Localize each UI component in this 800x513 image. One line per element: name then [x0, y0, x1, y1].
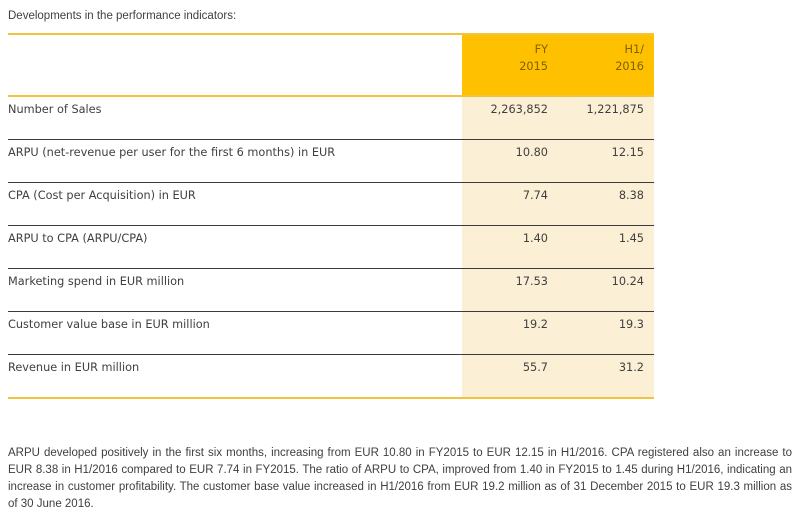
header-h1-2016: [554, 34, 654, 96]
table-row: [8, 312, 654, 355]
row-value-h1-2016: 8.38: [554, 183, 654, 226]
page-title: Developments in the performance indicators:: [8, 10, 237, 22]
table-row: [8, 96, 654, 140]
table-row: [8, 226, 654, 269]
analysis-paragraph: ARPU developed positively in the first six months, increasing from EUR 10.80 in FY2015 to EUR 12.15 in H1/2016. CPA registered also an increase to EUR 8.38 in H1/2016 compared to EUR 7.74 in FY2015. The ratio of ARPU to CPA, improved from 1.40 in FY2015 to 1.45 during H1/2016, indicating an increase in customer profitability. The customer base value increased in H1/2016 from EUR 19.2 million as of 31 December 2015 to EUR 19.3 million as of 30 June 2016.: [8, 447, 792, 510]
table-row: [8, 140, 654, 183]
row-value-h1-2016: 10.24: [554, 269, 654, 312]
header-h1-2016-line2: 2016: [615, 60, 644, 73]
row-value-h1-2016: 19.3: [554, 312, 654, 355]
row-value-h1-2016: 12.15: [554, 140, 654, 183]
header-fy-2015: [462, 34, 554, 96]
row-label: ARPU to CPA (ARPU/CPA): [8, 226, 462, 269]
row-value-fy-2015: 19.2: [462, 312, 554, 355]
table-row: [8, 355, 654, 399]
row-label: Revenue in EUR million: [8, 355, 462, 399]
header-label-cell: [8, 34, 462, 96]
row-label: CPA (Cost per Acquisition) in EUR: [8, 183, 462, 226]
kpi-table: [8, 33, 654, 399]
row-value-fy-2015: 10.80: [462, 140, 554, 183]
header-fy-2015-line1: FY: [534, 43, 548, 56]
row-value-h1-2016: 31.2: [554, 355, 654, 399]
row-value-fy-2015: 1.40: [462, 226, 554, 269]
row-value-h1-2016: 1,221,875: [554, 96, 654, 140]
row-value-h1-2016: 1.45: [554, 226, 654, 269]
row-value-fy-2015: 2,263,852: [462, 96, 554, 140]
table-row: [8, 269, 654, 312]
header-row: [8, 34, 654, 96]
row-label: Customer value base in EUR million: [8, 312, 462, 355]
row-value-fy-2015: 55.7: [462, 355, 554, 399]
row-value-fy-2015: 7.74: [462, 183, 554, 226]
row-label: ARPU (net-revenue per user for the first 6 months) in EUR: [8, 140, 462, 183]
report-page: [0, 9, 800, 513]
header-fy-2015-line2: 2015: [519, 60, 548, 73]
header-h1-2016-line1: H1/: [624, 43, 644, 56]
table-row: [8, 183, 654, 226]
row-label: Number of Sales: [8, 103, 102, 116]
row-value-fy-2015: 17.53: [462, 269, 554, 312]
row-label: Marketing spend in EUR million: [8, 269, 462, 312]
